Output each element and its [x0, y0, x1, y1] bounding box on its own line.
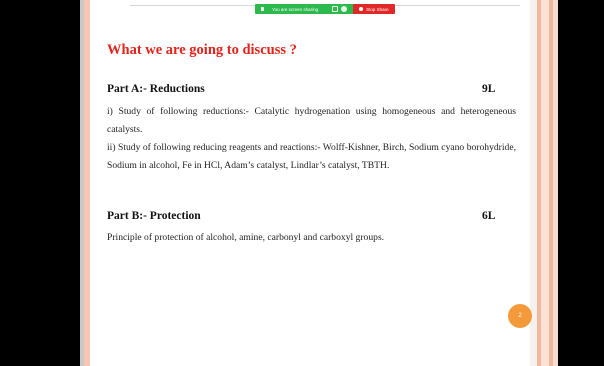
- part-a-title: Part A:- Reductions: [107, 83, 205, 95]
- stop-icon: [359, 7, 363, 11]
- right-page-border: [530, 0, 558, 366]
- stop-share-button[interactable]: [353, 4, 395, 14]
- part-b-line-1: Principle of protection of alcohol, amine, carbonyl and carboxyl groups.: [107, 232, 385, 243]
- left-black-bar: [0, 0, 80, 366]
- right-black-bar: [558, 0, 604, 366]
- sharing-status: [255, 4, 353, 14]
- settings-icon[interactable]: [341, 6, 347, 12]
- window-icon[interactable]: [332, 6, 338, 12]
- stop-share-label: Stop Share: [366, 6, 389, 12]
- part-a-line-2: ii) Study of following reducing reagents and reactions:- Wolff-Kishner, Birch, Sodium cyano borohydride, Sodium in alcohol, Fe in HCl, Adam’s catalyst, Lindlar’s catalyst, TBTH.: [107, 142, 516, 171]
- part-a-line-1: i) Study of following reductions:- Catalytic hydrogenation using homogeneous and heterogeneous catalysts.: [107, 106, 516, 135]
- part-b-title: Part B:- Protection: [107, 210, 201, 222]
- screen-share-toolbar: [255, 4, 395, 14]
- part-a-hours: 9L: [482, 83, 496, 95]
- part-b-hours: 6L: [482, 210, 496, 222]
- pin-icon[interactable]: [261, 7, 264, 11]
- share-controls: [332, 6, 347, 12]
- page-number-badge: 2: [508, 304, 532, 328]
- sharing-status-text: You are screen sharing: [272, 6, 319, 12]
- slide-heading: What we are going to discuss ?: [107, 42, 297, 58]
